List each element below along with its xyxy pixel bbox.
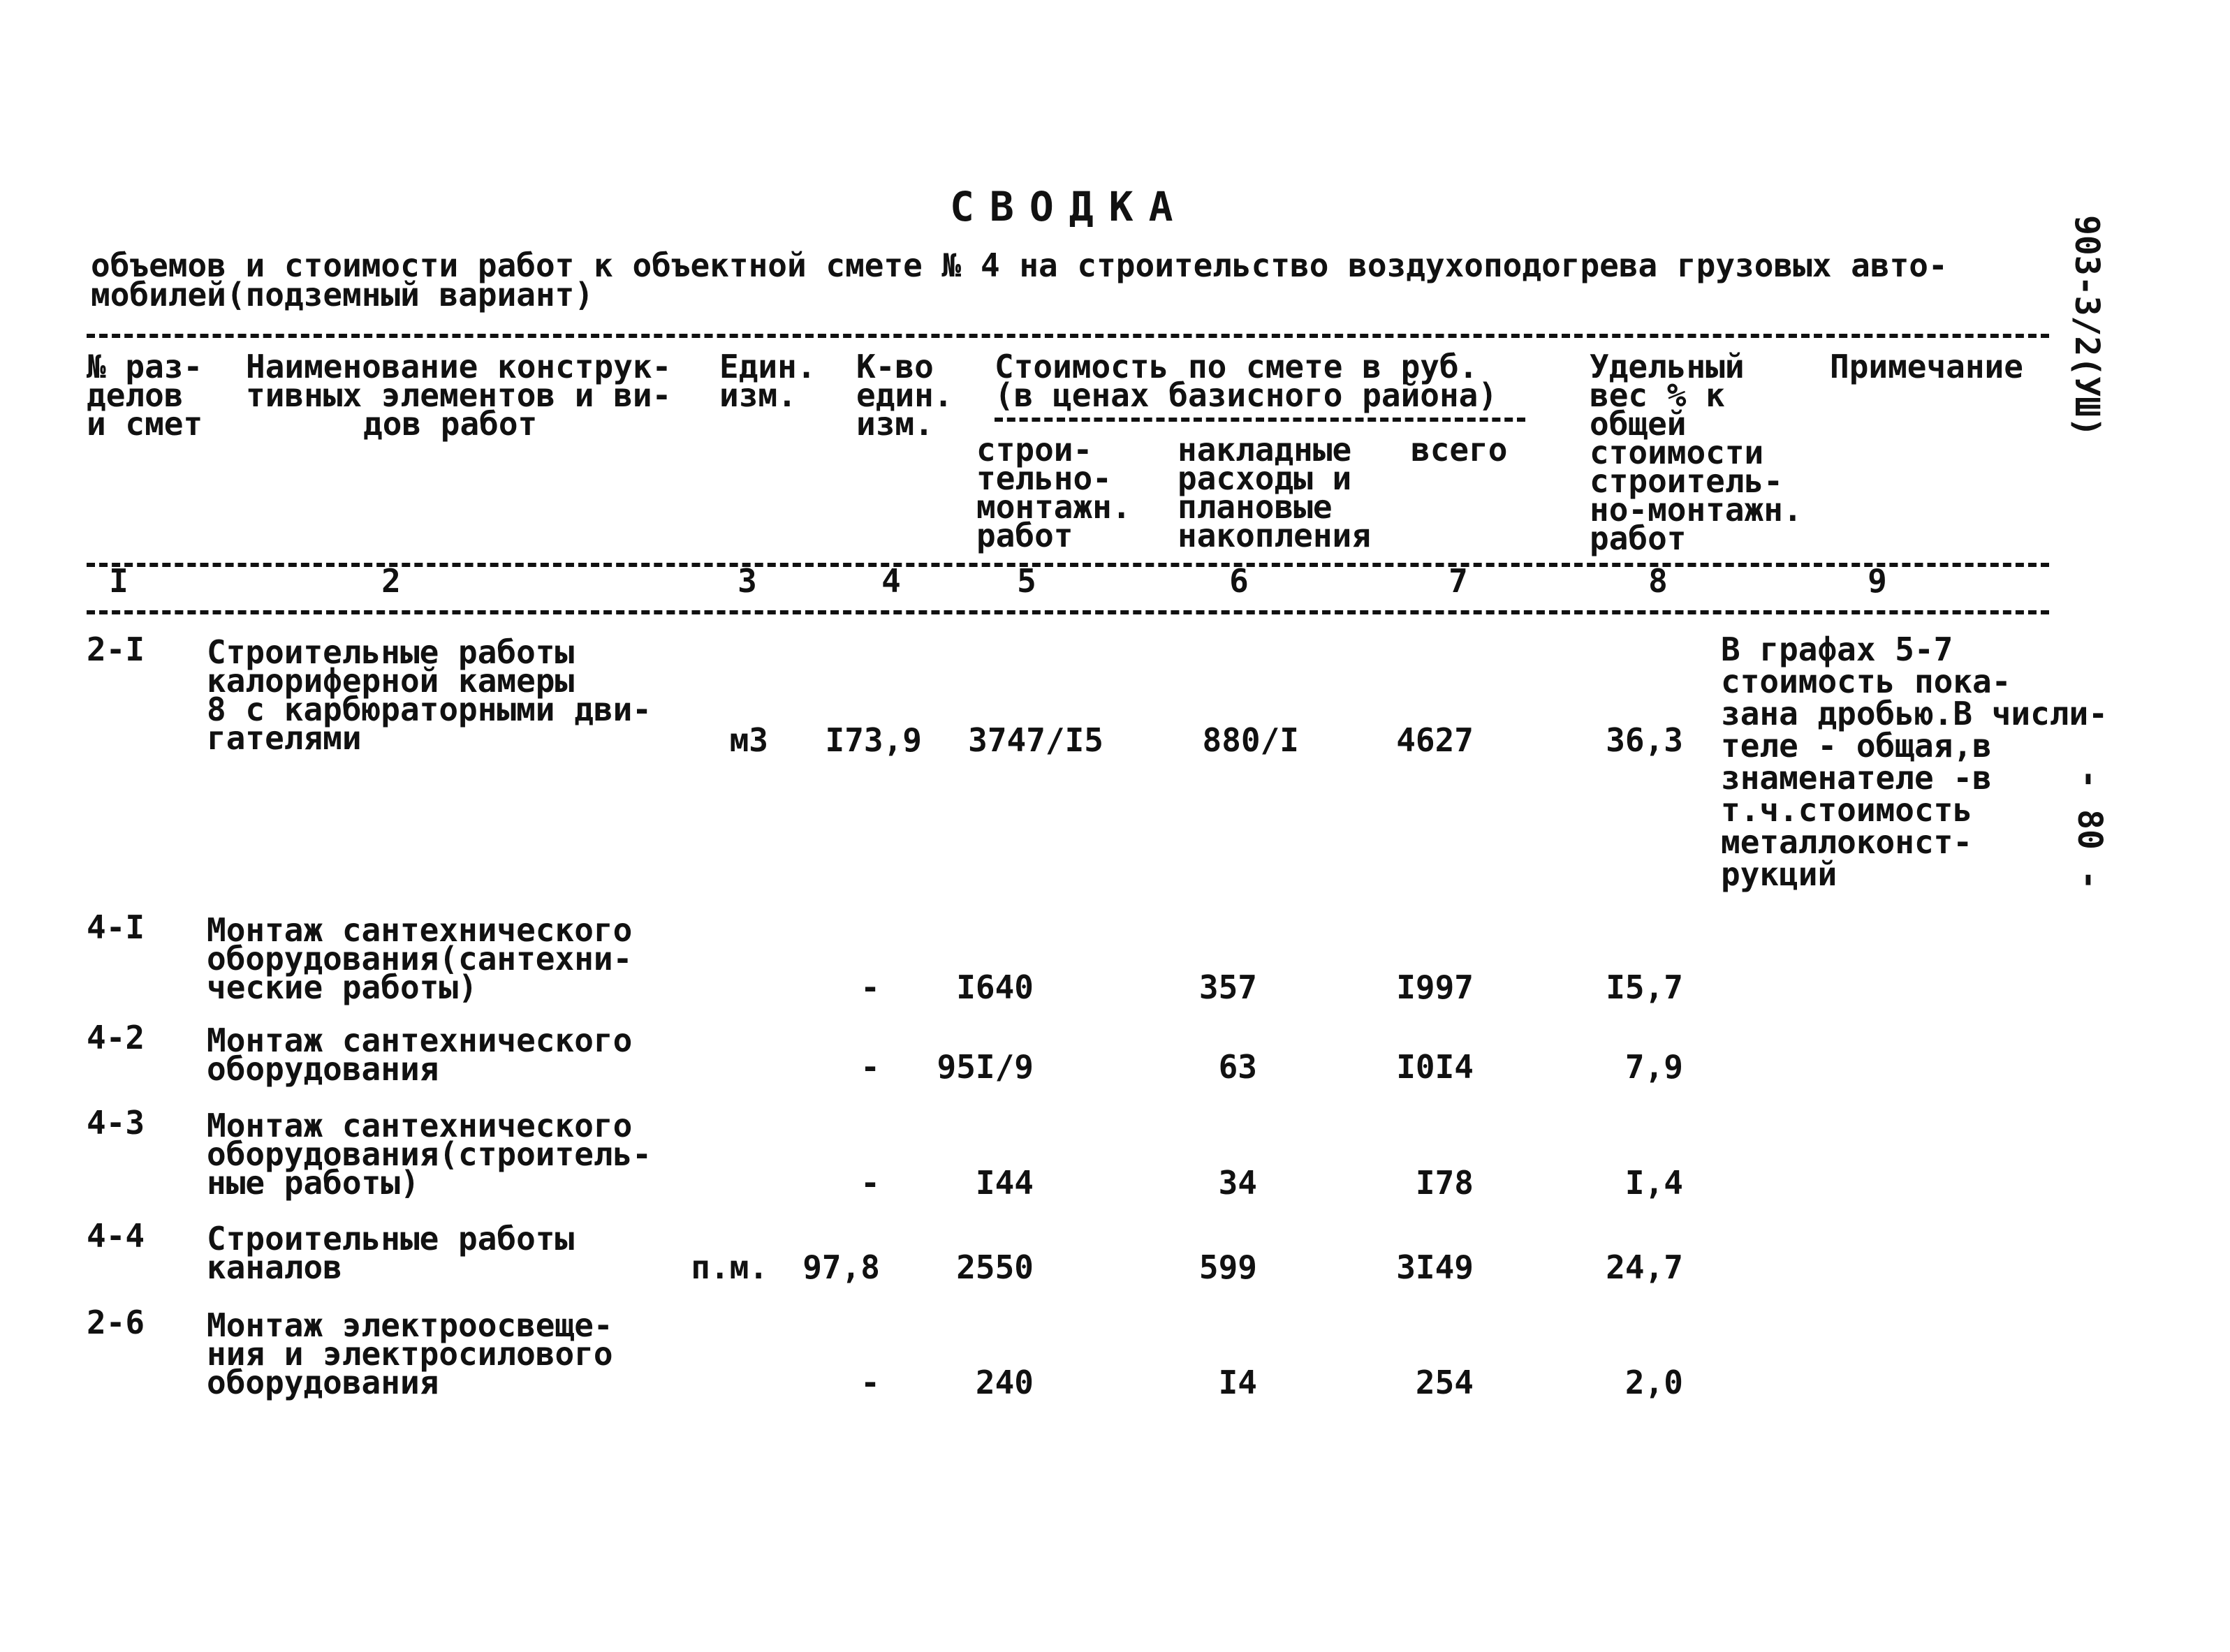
header-text: накопления bbox=[1178, 517, 1371, 554]
page-number: - 80 - bbox=[2070, 769, 2109, 890]
row-share: I5,7 bbox=[1606, 968, 1683, 1006]
header-text: монтажн. bbox=[976, 488, 1131, 526]
column-number: 8 bbox=[1648, 562, 1668, 600]
row-total: 3I49 bbox=[1396, 1248, 1474, 1286]
row-overhead: 599 bbox=[1198, 1248, 1257, 1286]
note-line: рукций bbox=[1721, 855, 1837, 893]
column-number: 5 bbox=[1017, 562, 1036, 600]
row-number: 4-2 bbox=[87, 1019, 145, 1056]
row-name-line: каналов bbox=[207, 1248, 342, 1286]
header-text: вес % к bbox=[1590, 376, 1725, 414]
divider-line bbox=[87, 334, 2049, 338]
row-total: 254 bbox=[1415, 1364, 1474, 1401]
header-text: строитель- bbox=[1590, 462, 1783, 500]
header-text: Стоимость по смете в руб. bbox=[995, 348, 1479, 385]
row-share: 7,9 bbox=[1624, 1048, 1683, 1086]
header-text: плановые bbox=[1178, 488, 1333, 526]
note-line: металлоконст- bbox=[1721, 823, 1973, 861]
row-smr: I44 bbox=[975, 1164, 1034, 1202]
row-name-line: ния и электросилового bbox=[207, 1335, 613, 1373]
row-overhead: 880/I bbox=[1202, 721, 1299, 759]
header-text: изм. bbox=[856, 405, 934, 443]
row-overhead: 63 bbox=[1218, 1048, 1257, 1086]
header-text: Един. bbox=[719, 348, 816, 385]
note-line: зана дробью.В числи- bbox=[1721, 695, 2108, 732]
note-line: стоимость пока- bbox=[1721, 663, 2011, 700]
row-qty: - bbox=[860, 968, 880, 1006]
row-name-line: оборудования bbox=[207, 1364, 439, 1401]
header-text: расходы и bbox=[1178, 459, 1352, 497]
column-number: 6 bbox=[1229, 562, 1249, 600]
header-text: накладные bbox=[1178, 431, 1352, 469]
header-text: делов bbox=[87, 376, 184, 414]
row-number: 4-4 bbox=[87, 1217, 145, 1255]
row-total: 4627 bbox=[1396, 721, 1474, 759]
row-name-line: оборудования(сантехни- bbox=[207, 940, 633, 978]
header-col-note: Примечание bbox=[1830, 348, 2023, 385]
note-line: В графах 5-7 bbox=[1721, 630, 1953, 668]
subtitle-line: мобилей(подземный вариант) bbox=[91, 276, 594, 314]
header-text: и смет bbox=[87, 405, 203, 443]
header-text: работ bbox=[976, 517, 1073, 554]
column-number: 2 bbox=[381, 562, 401, 600]
row-name-line: Строительные работы bbox=[207, 1220, 575, 1258]
side-document-code: 903-3/2(УШ) bbox=[2067, 215, 2106, 437]
row-overhead: I4 bbox=[1218, 1364, 1257, 1401]
row-share: I,4 bbox=[1624, 1164, 1683, 1202]
divider-line bbox=[87, 610, 2049, 614]
row-number: 2-6 bbox=[87, 1304, 145, 1341]
column-number: 4 bbox=[881, 562, 901, 600]
row-name-line: Строительные работы bbox=[207, 633, 575, 671]
header-text: (в ценах базисного района) bbox=[995, 376, 1498, 414]
row-share: 36,3 bbox=[1606, 721, 1683, 759]
row-number: 2-I bbox=[87, 630, 145, 668]
header-text: № раз- bbox=[87, 348, 203, 385]
row-overhead: 34 bbox=[1218, 1164, 1257, 1202]
row-smr: I640 bbox=[956, 968, 1034, 1006]
row-qty: - bbox=[860, 1048, 880, 1086]
row-unit: м3 bbox=[729, 721, 768, 759]
document-title: СВОДКА bbox=[950, 183, 1189, 230]
header-text: Удельный bbox=[1590, 348, 1745, 385]
header-text: работ bbox=[1590, 519, 1687, 557]
row-share: 24,7 bbox=[1606, 1248, 1683, 1286]
header-text: К-во bbox=[856, 348, 934, 385]
subtitle-line: объемов и стоимости работ к объектной смете № 4 на строительство воздухоподогрева грузовых авто- bbox=[91, 246, 1948, 284]
column-number: 3 bbox=[738, 562, 757, 600]
column-number: 9 bbox=[1868, 562, 1887, 600]
row-qty: - bbox=[860, 1164, 880, 1202]
row-qty: - bbox=[860, 1364, 880, 1401]
group-divider bbox=[995, 418, 1525, 422]
header-text: тельно- bbox=[976, 459, 1112, 497]
header-col-total: всего bbox=[1411, 431, 1508, 469]
row-unit: п.м. bbox=[691, 1248, 768, 1286]
header-text: стоимости bbox=[1590, 434, 1764, 471]
note-line: т.ч.стоимость bbox=[1721, 791, 1973, 829]
row-name-line: оборудования(строитель- bbox=[207, 1135, 652, 1173]
row-share: 2,0 bbox=[1624, 1364, 1683, 1401]
header-text: изм. bbox=[719, 376, 797, 414]
column-number: I bbox=[109, 562, 129, 600]
note-line: теле - общая,в bbox=[1721, 727, 1992, 765]
row-overhead: 357 bbox=[1198, 968, 1257, 1006]
row-name-line: оборудования bbox=[207, 1050, 439, 1088]
column-number: 7 bbox=[1448, 562, 1468, 600]
row-name-line: Монтаж сантехнического bbox=[207, 1107, 633, 1144]
header-text: но-монтажн. bbox=[1590, 491, 1803, 529]
row-name-line: Монтаж сантехнического bbox=[207, 1022, 633, 1059]
header-text: тивных элементов и ви- bbox=[246, 376, 672, 414]
row-name-line: ческие работы) bbox=[207, 968, 478, 1006]
note-line: знаменателе -в bbox=[1721, 759, 1992, 797]
row-total: I78 bbox=[1415, 1164, 1474, 1202]
header-text: общей bbox=[1590, 405, 1687, 443]
row-name-line: ные работы) bbox=[207, 1164, 420, 1202]
row-name-line: калориферной камеры bbox=[207, 662, 575, 700]
row-name-line: гателями bbox=[207, 719, 362, 757]
row-smr: 2550 bbox=[956, 1248, 1034, 1286]
row-qty: I73,9 bbox=[825, 721, 922, 759]
row-name-line: Монтаж сантехнического bbox=[207, 911, 633, 949]
row-smr: 95I/9 bbox=[937, 1048, 1034, 1086]
header-text: дов работ bbox=[363, 405, 538, 443]
row-name-line: Монтаж электроосвеще- bbox=[207, 1306, 613, 1344]
row-total: I997 bbox=[1396, 968, 1474, 1006]
row-smr: 240 bbox=[975, 1364, 1034, 1401]
header-text: строи- bbox=[976, 431, 1093, 469]
row-name-line: 8 с карбюраторными дви- bbox=[207, 691, 652, 728]
row-smr: 3747/I5 bbox=[968, 721, 1103, 759]
row-total: I0I4 bbox=[1396, 1048, 1474, 1086]
header-text: Наименование конструк- bbox=[246, 348, 672, 385]
row-qty: 97,8 bbox=[802, 1248, 880, 1286]
row-number: 4-I bbox=[87, 908, 145, 946]
row-number: 4-3 bbox=[87, 1104, 145, 1142]
header-text: един. bbox=[856, 376, 953, 414]
